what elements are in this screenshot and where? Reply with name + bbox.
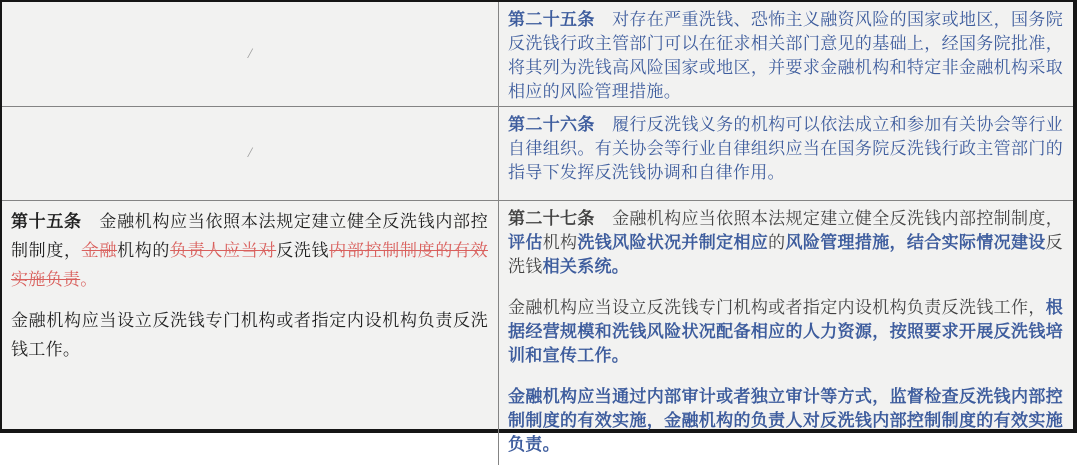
revised-article-cell	[498, 107, 1073, 200]
text-segment: 金融机构应当依照本法规定建立健全反洗钱内部控制制度，	[594, 209, 1063, 228]
table-row	[2, 200, 1073, 465]
original-article-cell	[2, 201, 498, 465]
empty-placeholder: /	[247, 145, 253, 161]
added-text: 风险管理措施，结合实际情况建设	[785, 233, 1046, 252]
paragraph	[508, 207, 1063, 279]
deleted-text: 内部控制制度的有效实施负责	[11, 241, 488, 289]
text-segment: 机构	[542, 233, 578, 252]
deleted-text: 负责人应当对	[170, 241, 277, 260]
added-text: 根据经营规模和洗钱风险状况配备相应的人力资源，按照要求开展反洗钱培训和宣传工作。	[508, 298, 1063, 365]
paragraph	[11, 306, 488, 364]
text-segment: 金融机构应当设立反洗钱专门机构或者指定内设机构负责反洗钱工作，	[508, 298, 1046, 317]
paragraph	[508, 8, 1063, 104]
revised-article-cell	[498, 2, 1073, 106]
added-text: 洗钱风险状况并制定相应	[577, 233, 769, 252]
text-segment: 反洗钱	[508, 233, 1063, 276]
text-segment: 金融机构应当依照本法规定建立健全反洗钱内部控制制度，	[11, 212, 489, 260]
table-row	[2, 106, 1073, 200]
added-text: 第二十五条	[508, 10, 595, 29]
paragraph	[11, 207, 488, 294]
added-text: 评估	[508, 233, 543, 252]
original-article-cell	[2, 107, 498, 200]
text-segment: 第十五条	[11, 212, 82, 231]
paragraph	[508, 296, 1063, 368]
table-row	[2, 2, 1073, 106]
text-segment: 第二十七条	[508, 209, 595, 228]
paragraph	[508, 385, 1063, 457]
text-segment: 履行反洗钱义务的机构可以依法成立和参加有关协会等行业自律组织。有关协会等行业自律组织应当在国务院反洗钱行政主管部门的指导下发挥反洗钱协调和自律作用。	[508, 115, 1063, 182]
text-segment: 对存在严重洗钱、恐怖主义融资风险的国家或地区，国务院反洗钱行政主管部门可以在征求相关部门意见的基础上，经国务院批准，将其列为洗钱高风险国家或地区，并要求金融机构和特定非金融机构采取相应的风险管理措施。	[508, 10, 1063, 101]
text-segment: 的	[768, 233, 786, 252]
text-segment: 金融机构应当设立反洗钱专门机构或者指定内设机构负责反洗钱工作。	[11, 311, 488, 359]
added-text: 第二十六条	[508, 115, 595, 134]
added-text: 相关系统。	[542, 257, 630, 276]
text-segment: 。	[80, 270, 98, 289]
deleted-text: 金融	[81, 241, 118, 260]
text-segment: 反洗钱	[276, 241, 330, 260]
empty-placeholder: /	[247, 45, 253, 62]
text-segment: 机构的	[117, 241, 171, 260]
paragraph	[508, 113, 1063, 185]
revised-article-cell	[498, 201, 1073, 465]
original-article-cell	[2, 2, 498, 106]
added-text: 金融机构应当通过内部审计或者独立审计等方式，监督检查反洗钱内部控制制度的有效实施，金融机构的负责人对反洗钱内部控制制度的有效实施负责。	[508, 387, 1063, 454]
